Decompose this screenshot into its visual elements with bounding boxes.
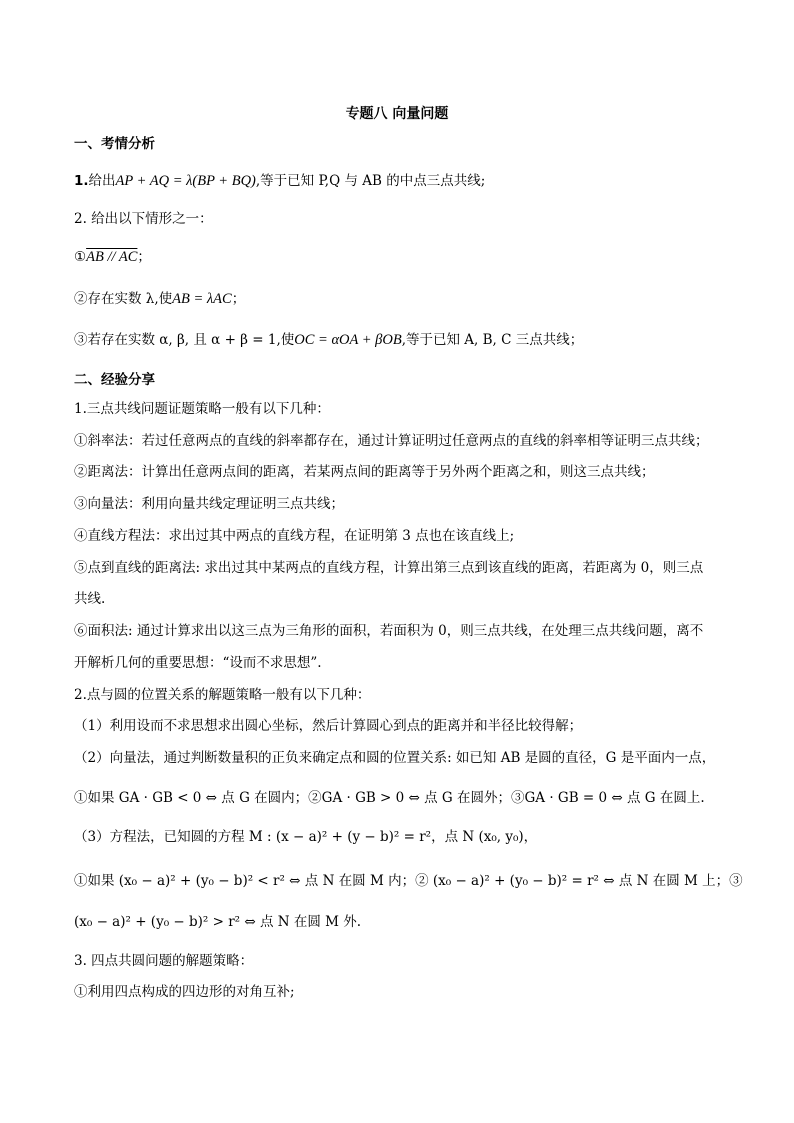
- case-2-end: ；: [231, 291, 246, 307]
- case-1-marker: ①: [74, 249, 87, 265]
- para-2-c-part1: ①如果 GA · GB < 0 ⇔ 点 G 在圆内；②: [74, 790, 322, 806]
- case-2: [74, 290, 744, 308]
- item-1-number: 1.: [74, 173, 89, 189]
- para-2-a: （1）利用设而不求思想求出圆心坐标，然后计算圆心到点的距离并和半径比较得解；: [74, 718, 583, 734]
- para-2-e-line2: (x₀ − a)² + (y₀ − b)² > r² ⇔ 点 N 在圆 M 外.: [74, 914, 362, 930]
- para-2-e-line1: ①如果 (x₀ − a)² + (y₀ − b)² < r² ⇔ 点 N 在圆 M 内；② (x₀ − a)² + (y₀ − b)² = r² ⇔ 点 N 在圆 M 上；③: [74, 873, 743, 889]
- para-2-c-part2: GA · GB > 0 ⇔ 点 G 在圆外；③: [321, 790, 525, 806]
- para-1-d: ④直线方程法：求出过其中两点的直线方程，在证明第 3 点也在该直线上;: [74, 528, 515, 544]
- case-3-formula: OC = αOA + βOB: [294, 332, 402, 348]
- para-2-b: （2）向量法，通过判断数量积的正负来确定点和圆的位置关系: 如已知 AB 是圆的直径，G 是平面内一点，: [74, 750, 716, 766]
- item-1-text: 给出: [88, 173, 116, 189]
- item-1-formula: AP + AQ = λ(BP + BQ): [115, 173, 256, 189]
- para-1-c: ③向量法：利用向量共线定理证明三点共线；: [74, 496, 344, 512]
- para-1-f-line1: ⑥面积法: 通过计算求出以这三点为三角形的面积，若面积为 0，则三点共线，在处理三点共线问题，离不: [74, 623, 704, 639]
- para-2: 2.点与圆的位置关系的解题策略一般有以下几种：: [74, 687, 371, 703]
- case-3-end: ,等于已知 A, B, C 三点共线；: [401, 332, 584, 348]
- case-3: [74, 331, 744, 349]
- para-2-c-part3: GA · GB = 0 ⇔ 点 G 在圆上.: [524, 790, 705, 806]
- case-1-end: ；: [137, 249, 151, 265]
- item-2: 2. 给出以下情形之一：: [74, 211, 213, 227]
- case-2-formula: AB = λAC: [172, 291, 232, 307]
- case-3-text: ③若存在实数 α, β, 且 α + β = 1,使: [74, 332, 295, 348]
- para-2-c: [74, 789, 744, 807]
- para-3: 3. 四点共圆问题的解题策略：: [74, 953, 254, 969]
- item-1-text-end: ,等于已知 P,Q 与 AB 的中点三点共线;: [255, 173, 486, 189]
- para-1-a: ①斜率法：若过任意两点的直线的斜率都存在，通过计算证明过任意两点的直线的斜率相等证明三点共线；: [74, 433, 709, 449]
- case-1: [74, 248, 744, 266]
- section-heading-analysis: 一、考情分析: [74, 136, 155, 152]
- para-2-d: （3）方程法，已知圆的方程 M : (x − a)² + (y − b)² = r²，点 N (x₀, y₀)，: [74, 829, 538, 845]
- section-heading-experience: 二、经验分享: [74, 372, 155, 388]
- case-1-formula: AB // AC: [86, 249, 138, 265]
- para-1-e-line2: 共线.: [74, 591, 106, 607]
- para-3-a: ①利用四点构成的四边形的对角互补;: [74, 984, 295, 1000]
- para-1-b: ②距离法：计算出任意两点间的距离，若某两点间的距离等于另外两个距离之和，则这三点共线；: [74, 464, 655, 480]
- para-1-f-line2: 开解析几何的重要思想：“设而不求思想”.: [74, 655, 322, 671]
- para-1: 1.三点共线问题证题策略一般有以下几种：: [74, 401, 330, 417]
- case-2-text: ②存在实数 λ,使: [74, 291, 173, 307]
- page-title: 专题八 向量问题: [345, 106, 449, 122]
- para-1-e-line1: ⑤点到直线的距离法: 求出过其中某两点的直线方程，计算出第三点到该直线的距离，若距离为 0，则三点: [74, 560, 704, 576]
- item-1: [74, 172, 744, 190]
